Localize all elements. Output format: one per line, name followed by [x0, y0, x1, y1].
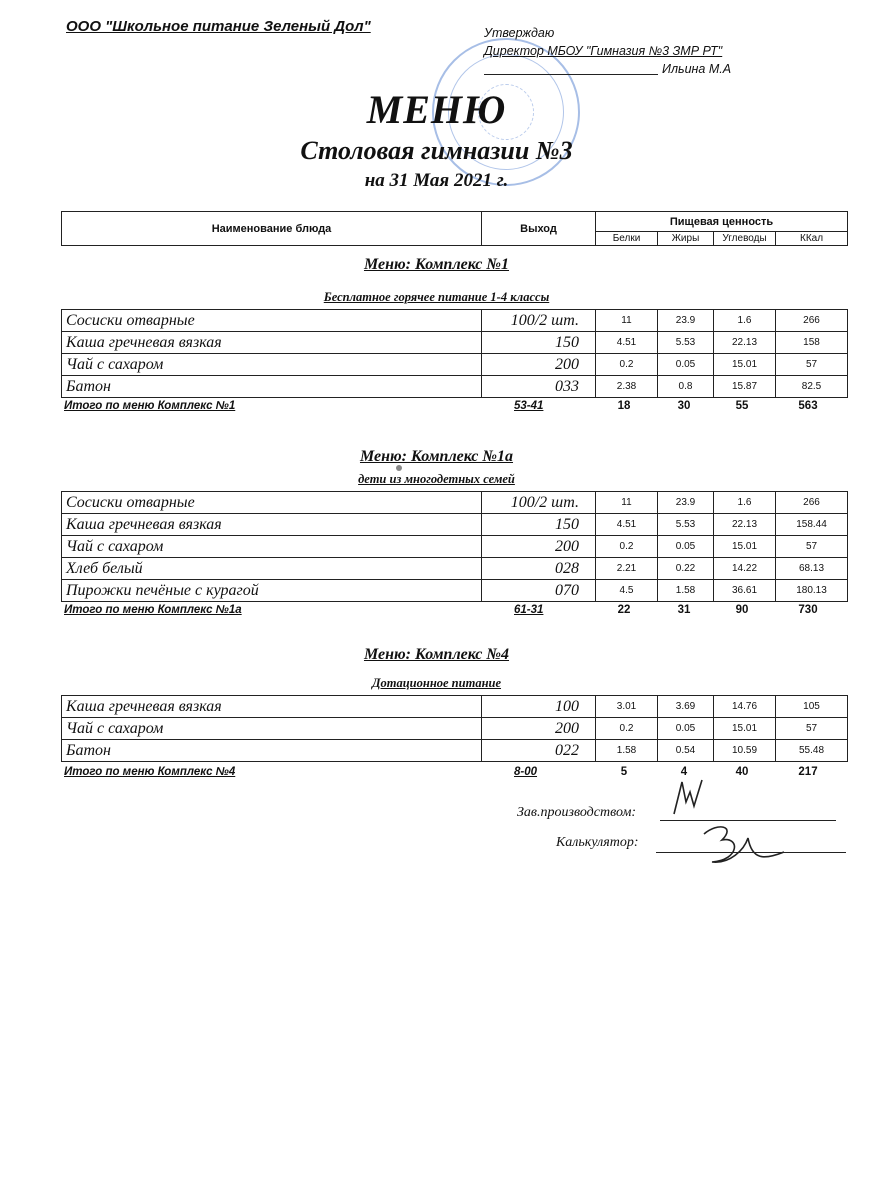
table-row	[62, 580, 848, 602]
dish-yield: 022	[482, 740, 596, 762]
fat: 3.69	[658, 696, 714, 718]
table-row	[62, 332, 848, 354]
carbs: 14.76	[714, 696, 776, 718]
menu-date: на 31 Мая 2021 г.	[364, 170, 509, 191]
menu-table	[61, 309, 848, 398]
protein: 0.2	[596, 718, 658, 740]
kcal: 266	[776, 310, 848, 332]
scan-speck	[396, 465, 402, 471]
fat: 0.05	[658, 354, 714, 376]
dish-yield: 200	[482, 718, 596, 740]
calculator-label: Калькулятор:	[556, 835, 639, 850]
section-subtitle: дети из многодетных семей	[358, 472, 515, 486]
total-protein: 5	[620, 766, 628, 778]
kcal: 82.5	[776, 376, 848, 398]
total-price: 8-00	[514, 766, 538, 778]
approve-signature-line	[484, 60, 658, 75]
dish-name: Чай с сахаром	[62, 718, 482, 740]
table-row	[62, 310, 848, 332]
table-row	[62, 696, 848, 718]
approve-position: Директор МБОУ "Гимназия №3 ЗМР РТ"	[484, 44, 723, 58]
dish-name: Батон	[62, 376, 482, 398]
section-title: Меню: Комплекс №1а	[359, 448, 514, 465]
kcal: 266	[776, 492, 848, 514]
table-row	[62, 514, 848, 536]
kcal: 105	[776, 696, 848, 718]
fat: 5.53	[658, 332, 714, 354]
header-yield: Выход	[482, 212, 596, 246]
kcal: 158	[776, 332, 848, 354]
carbs: 22.13	[714, 514, 776, 536]
dish-name: Каша гречневая вязкая	[62, 696, 482, 718]
total-carbs: 90	[735, 604, 749, 616]
total-carbs: 40	[735, 766, 749, 778]
page-subtitle: Столовая гимназии №3	[300, 136, 573, 165]
header-col: Углеводы	[714, 232, 776, 246]
section-subtitle: Бесплатное горячее питание 1-4 классы	[323, 290, 550, 304]
carbs: 15.01	[714, 354, 776, 376]
protein: 3.01	[596, 696, 658, 718]
fat: 0.8	[658, 376, 714, 398]
dish-yield: 100/2 шт.	[482, 310, 596, 332]
dish-yield: 200	[482, 354, 596, 376]
header-col: Жиры	[658, 232, 714, 246]
total-fat: 30	[677, 400, 691, 412]
fat: 5.53	[658, 514, 714, 536]
dish-name: Каша гречневая вязкая	[62, 514, 482, 536]
production-label: Зав.производством:	[517, 805, 637, 820]
calculator-signature-scribble	[700, 820, 790, 870]
total-price: 53-41	[514, 400, 544, 412]
dish-yield: 028	[482, 558, 596, 580]
fat: 23.9	[658, 492, 714, 514]
fat: 0.22	[658, 558, 714, 580]
dish-name: Чай с сахаром	[62, 536, 482, 558]
header-col: ККал	[776, 232, 848, 246]
dish-yield: 070	[482, 580, 596, 602]
dish-yield: 150	[482, 332, 596, 354]
kcal: 180.13	[776, 580, 848, 602]
kcal: 158.44	[776, 514, 848, 536]
dish-name: Хлеб белый	[62, 558, 482, 580]
table-row	[62, 376, 848, 398]
total-kcal: 217	[798, 766, 818, 778]
total-price: 61-31	[514, 604, 544, 616]
fat: 0.05	[658, 718, 714, 740]
dish-yield: 033	[482, 376, 596, 398]
table-row	[62, 740, 848, 762]
protein: 1.58	[596, 740, 658, 762]
total-fat: 31	[677, 604, 691, 616]
approve-name: Ильина М.А	[662, 62, 732, 76]
carbs: 22.13	[714, 332, 776, 354]
protein: 2.21	[596, 558, 658, 580]
protein: 4.5	[596, 580, 658, 602]
total-fat: 4	[680, 766, 688, 778]
protein: 11	[596, 492, 658, 514]
protein: 0.2	[596, 536, 658, 558]
table-row	[62, 558, 848, 580]
section-total	[61, 766, 847, 782]
table-row	[62, 492, 848, 514]
page-title: МЕНЮ	[366, 87, 507, 132]
approval-block	[484, 24, 731, 78]
carbs: 10.59	[714, 740, 776, 762]
fat: 23.9	[658, 310, 714, 332]
menu-table	[61, 695, 848, 762]
protein: 4.51	[596, 332, 658, 354]
fat: 0.05	[658, 536, 714, 558]
table-header	[61, 211, 848, 246]
total-kcal: 730	[798, 604, 818, 616]
protein: 2.38	[596, 376, 658, 398]
table-row	[62, 354, 848, 376]
section-subtitle: Дотационное питание	[371, 676, 502, 690]
dish-name: Сосиски отварные	[62, 310, 482, 332]
total-carbs: 55	[735, 400, 749, 412]
section-title: Меню: Комплекс №4	[363, 646, 510, 663]
menu-table	[61, 491, 848, 602]
carbs: 1.6	[714, 492, 776, 514]
section-title: Меню: Комплекс №1	[363, 256, 510, 273]
table-row	[62, 536, 848, 558]
dish-name: Пирожки печёные с курагой	[62, 580, 482, 602]
total-protein: 22	[617, 604, 631, 616]
carbs: 15.01	[714, 718, 776, 740]
protein: 4.51	[596, 514, 658, 536]
header-nutrition: Пищевая ценность	[596, 212, 848, 232]
fat: 1.58	[658, 580, 714, 602]
carbs: 36.61	[714, 580, 776, 602]
header-dish: Наименование блюда	[62, 212, 482, 246]
dish-name: Каша гречневая вязкая	[62, 332, 482, 354]
carbs: 15.87	[714, 376, 776, 398]
carbs: 15.01	[714, 536, 776, 558]
kcal: 57	[776, 354, 848, 376]
dish-name: Сосиски отварные	[62, 492, 482, 514]
table-row	[62, 718, 848, 740]
header-col: Белки	[596, 232, 658, 246]
kcal: 55.48	[776, 740, 848, 762]
fat: 0.54	[658, 740, 714, 762]
carbs: 1.6	[714, 310, 776, 332]
carbs: 14.22	[714, 558, 776, 580]
section-total	[61, 400, 847, 416]
production-signature-scribble	[668, 776, 708, 822]
organization-name: ООО "Школьное питание Зеленый Дол"	[66, 18, 371, 35]
dish-name: Батон	[62, 740, 482, 762]
dish-name: Чай с сахаром	[62, 354, 482, 376]
approve-label: Утверждаю	[484, 26, 555, 40]
protein: 0.2	[596, 354, 658, 376]
dish-yield: 150	[482, 514, 596, 536]
dish-yield: 100/2 шт.	[482, 492, 596, 514]
dish-yield: 100	[482, 696, 596, 718]
section-total	[61, 604, 847, 620]
dish-yield: 200	[482, 536, 596, 558]
total-label: Итого по меню Комплекс №1	[64, 400, 236, 412]
kcal: 57	[776, 536, 848, 558]
protein: 11	[596, 310, 658, 332]
kcal: 68.13	[776, 558, 848, 580]
total-kcal: 563	[798, 400, 818, 412]
kcal: 57	[776, 718, 848, 740]
total-protein: 18	[617, 400, 631, 412]
total-label: Итого по меню Комплекс №4	[64, 766, 236, 778]
total-label: Итого по меню Комплекс №1а	[64, 604, 242, 616]
